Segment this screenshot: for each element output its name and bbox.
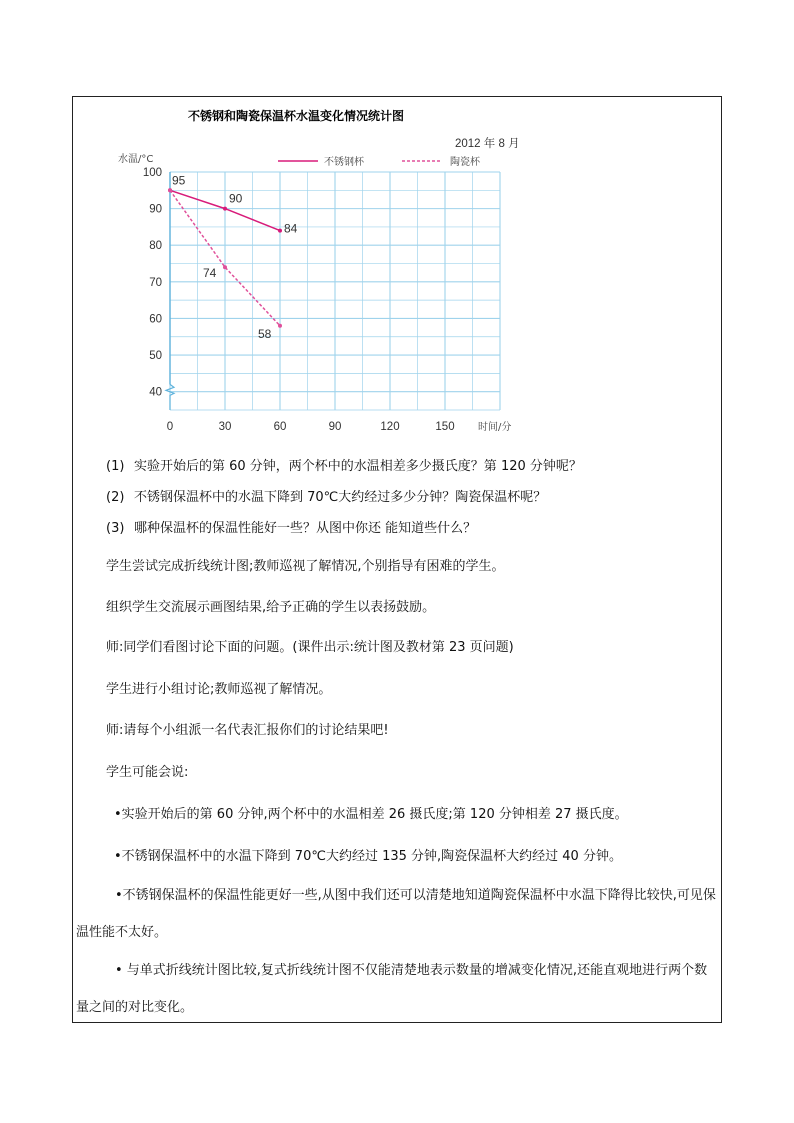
chart-data-labels <box>172 173 298 340</box>
paragraph-3: 师:同学们看图讨论下面的问题。(课件出示:统计图及教材第 23 页问题) <box>106 640 514 655</box>
line-chart <box>100 100 560 445</box>
x-tick-label: 90 <box>328 421 342 433</box>
data-label: 90 <box>229 191 243 206</box>
question-3 <box>106 519 476 539</box>
y-tick-label: 40 <box>149 386 162 399</box>
series-point-1 <box>168 188 172 192</box>
paragraph-4: 学生进行小组讨论;教师巡视了解情况。 <box>106 682 332 697</box>
y-tick-label: 100 <box>142 167 162 179</box>
x-tick-label: 0 <box>166 421 174 433</box>
series-point-1 <box>223 265 227 269</box>
bullet-2: •不锈钢保温杯中的水温下降到 70℃大约经过 135 分钟,陶瓷保温杯大约经过 40 分钟。 <box>114 849 622 864</box>
chart-title: 不锈钢和陶瓷保温杯水温变化情况统计图 <box>188 109 405 123</box>
legend-label-steel: 不锈钢杯 <box>324 157 364 168</box>
question-1-number: (1) <box>106 459 125 474</box>
bullet-3: •不锈钢保温杯的保温性能更好一些,从图中我们还可以清楚地知道陶瓷保温杯中水温下降得比较快,可见保温性能不太好。 <box>76 888 716 940</box>
chart-grid <box>166 172 500 410</box>
data-label: 58 <box>258 326 272 341</box>
x-tick-label: 30 <box>218 421 232 433</box>
y-tick-label: 60 <box>149 313 162 326</box>
x-axis-label: 时间/分 <box>478 422 512 433</box>
question-1 <box>106 457 582 477</box>
y-tick-label: 70 <box>149 276 162 289</box>
data-label: 74 <box>203 266 217 281</box>
paragraph-1: 学生尝试完成折线统计图;教师巡视了解情况,个别指导有困难的学生。 <box>106 559 505 574</box>
y-tick-label: 80 <box>149 240 162 253</box>
x-tick-label: 150 <box>435 421 455 433</box>
series-point-1 <box>278 324 282 328</box>
question-2-text: 不锈钢保温杯中的水温下降到 70℃大约经过多少分钟？陶瓷保温杯呢？ <box>134 490 547 505</box>
paragraph-2: 组织学生交流展示画图结果,给予正确的学生以表扬鼓励。 <box>106 600 436 615</box>
x-tick-label: 120 <box>380 421 400 433</box>
question-1-text: 实验开始后的第 60 分钟，两个杯中的水温相差多少摄氏度？第 120 分钟呢？ <box>134 459 582 474</box>
data-label: 95 <box>172 173 186 188</box>
question-3-text: 哪种保温杯的保温性能好一些？从图中你还 能知道些什么？ <box>134 521 477 536</box>
series-point-0 <box>223 207 227 211</box>
y-tick-label: 90 <box>149 203 162 216</box>
question-3-number: (3) <box>106 521 125 536</box>
question-2-number: (2) <box>106 490 125 505</box>
chart-subtitle: 2012 年 8 月 <box>455 138 520 150</box>
x-tick-label: 60 <box>273 421 287 433</box>
y-tick-label: 50 <box>149 350 162 363</box>
series-point-0 <box>278 229 282 233</box>
paragraph-5: 师:请每个小组派一名代表汇报你们的讨论结果吧! <box>106 723 389 738</box>
bullet-1: •实验开始后的第 60 分钟,两个杯中的水温相差 26 摄氏度;第 120 分钟相差 27 摄氏度。 <box>114 807 628 822</box>
chart-svg <box>100 100 560 445</box>
paragraph-6: 学生可能会说: <box>106 765 189 780</box>
legend <box>278 155 481 168</box>
legend-label-ceramic: 陶瓷杯 <box>450 157 480 168</box>
question-2 <box>106 488 546 508</box>
y-axis-label: 水温/°C <box>118 154 154 165</box>
bullet-4: • 与单式折线统计图比较,复式折线统计图不仅能清楚地表示数量的增减变化情况,还能直观地进行两个数量之间的对比变化。 <box>76 963 708 1015</box>
data-label: 84 <box>284 221 298 236</box>
